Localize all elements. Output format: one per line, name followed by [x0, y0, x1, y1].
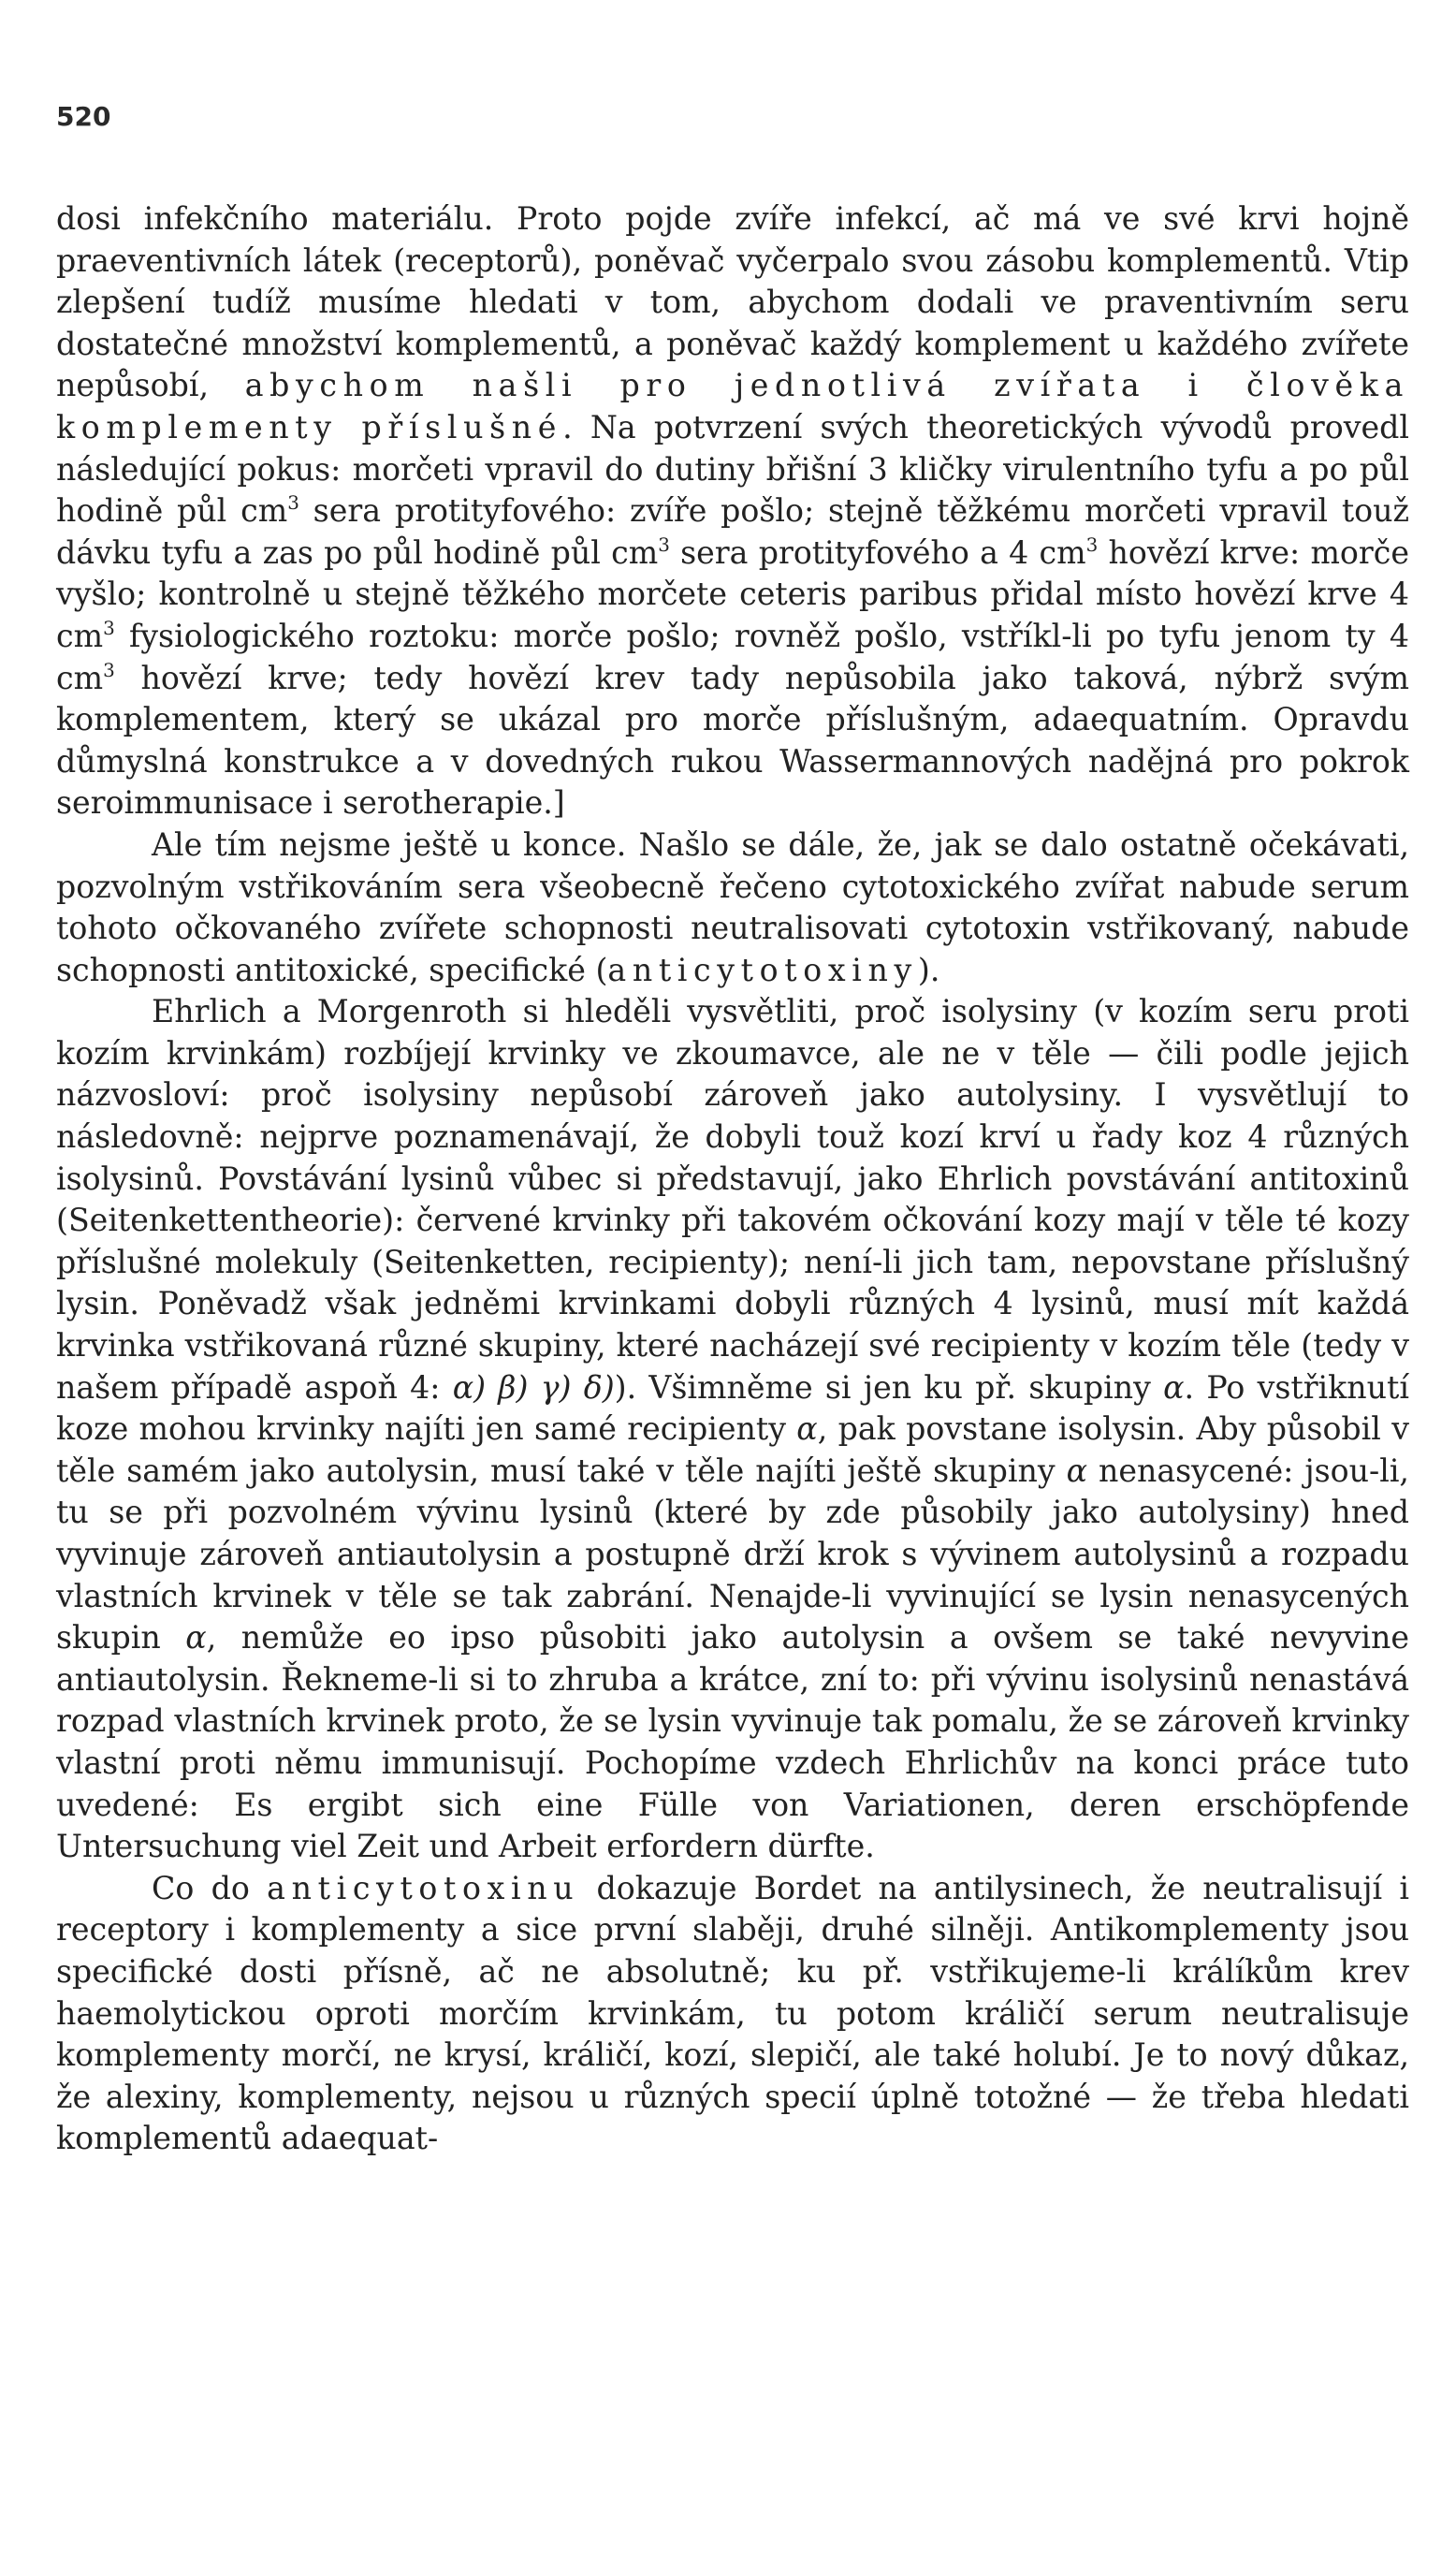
text-run: dosi infekčního materiálu. Proto pojde zvíře infekcí, ač má ve své krvi hojně praeventivních látek (receptorů), poněvač vyčerpalo svou zásobu komplementů. Vtip zlepšení tudíž musíme hledati v tom, abychom dodali ve praventivním seru dostatečné množství komplementů, a poněvač každý komplement u každého zvířete nepůsobí,	[56, 200, 1409, 404]
greek-symbol: α) β) γ) δ)	[452, 1368, 615, 1406]
greek-symbol: α	[1066, 1452, 1088, 1489]
paragraph-4	[56, 1868, 1409, 2160]
text-run: . Na potvrzení svých theoretických vývodů provedl následující pokus: morčeti vpravil do dutiny břišní 3 kličky virulentního tyfu a po půl hodině půl cm	[56, 408, 1409, 530]
body-text	[56, 198, 1409, 2160]
text-run: , pak povstane isolysin. Aby působil v těle samém jako autolysin, musí také v těle najíti ještě skupiny	[56, 1410, 1409, 1489]
page-number: 520	[56, 101, 111, 132]
text-run: sera protityfového: zvíře pošlo; stejně těžkému morčeti vpravil touž dávku tyfu a zas po půl hodině půl cm	[56, 492, 1409, 571]
text-run: fysiologického roztoku: morče pošlo; rovněž pošlo, vstříkl-li po tyfu jenom ty 4 cm	[56, 617, 1409, 696]
superscript: 3	[103, 618, 115, 639]
text-run: hovězí krve; tedy hovězí krev tady nepůsobila jako taková, nýbrž svým komplementem, který se ukázal pro morče příslušným, adaequatním. Opravdu důmyslná konstrukce a v dovedných rukou Wassermannových nadějná pro pokrok seroimmunisace i serotherapie.]	[56, 659, 1409, 822]
spaced-emphasis: anticytotoxiny	[607, 951, 918, 988]
text-run: . Po vstřiknutí koze mohou krvinky najíti jen samé recipienty	[56, 1368, 1409, 1448]
greek-symbol: α	[1163, 1368, 1185, 1406]
text-run: Ehrlich a Morgenroth si hleděli vysvětliti, proč isolysiny (v kozím seru proti kozím krvinkám) rozbíjejí krvinky ve zkoumavce, ale ne v těle — čili podle jejich názvosloví: proč isolysiny nepůsobí zároveň jako autolysiny. I vysvětlují to následovně: nejprve poznamenávají, že dobyli touž kozí krví u řady koz 4 různých isolysinů. Povstávání lysinů vůbec si představují, jako Ehrlich povstávání antitoxinů (Seitenkettentheorie): červené krvinky při takovém očkování kozy mají v těle té kozy příslušné molekuly (Seitenketten, recipienty); není-li jich tam, nepovstane příslušný lysin. Poněvadž však jedněmi krvinkami dobyli různých 4 lysinů, musí mít každá krvinka vstřikovaná různé skupiny, které nacházejí své recipienty v kozím těle (tedy v našem případě aspoň 4:	[56, 993, 1409, 1406]
greek-symbol: α	[796, 1410, 818, 1448]
superscript: 3	[658, 533, 670, 556]
paragraph-1	[56, 198, 1409, 825]
text-run: dokazuje Bordet na antilysinech, že neutralisují i receptory i komplementy a sice první slaběji, druhé silněji. Antikomplementy jsou specifické dosti přísně, ač ne absolutně; ku př. vstřikujeme-li králíkům krev haemolytickou oproti morčím krvinkám, tu potom králičí serum neutralisuje komplementy morčí, ne krysí, králičí, kozí, slepičí, ale také holubí. Je to nový důkaz, že alexiny, komplementy, nejsou u různých specií úplně totožné — že třeba hledati komplementů adaequat-	[56, 1869, 1410, 2157]
spaced-emphasis: abychom našli pro jednotlivá zvířata i člověka komplementy příslušné	[56, 367, 1409, 445]
text-run: ). Všimněme si jen ku př. skupiny	[614, 1368, 1164, 1406]
text-run: ).	[917, 951, 940, 988]
superscript: 3	[1085, 533, 1099, 556]
superscript: 3	[103, 659, 115, 681]
text-run: hovězí krve: morče vyšlo; kontrolně u stejně těžkého morčete ceteris paribus přidal místo hovězí krve 4 cm	[56, 533, 1409, 654]
superscript: 3	[287, 492, 299, 515]
paragraph-2	[56, 825, 1409, 991]
text-run: Co do	[152, 1869, 268, 1906]
text-run: sera protityfového a 4 cm	[669, 533, 1086, 571]
paragraph-3	[56, 991, 1409, 1867]
text-run: nenasycené: jsou-li, tu se při pozvolném vývinu lysinů (které by zde působily jako autolysiny) hned vyvinuje zároveň antiautolysin a postupně drží krok s vývinem autolysinů a rozpadu vlastních krvinek v těle se tak zabrání. Nenajde-li vyvinující se lysin nenasycených skupin	[56, 1452, 1409, 1656]
greek-symbol: α	[185, 1619, 207, 1656]
text-run: Ale tím nejsme ještě u konce. Našlo se dále, že, jak se dalo ostatně očekávati, pozvolným vstřikováním sera všeobecně řečeno cytotoxického zvířat nabude serum tohoto očkovaného zvířete schopnosti neutralisovati cytotoxin vstřikovaný, nabude schopnosti antitoxické, specifické (	[56, 825, 1409, 988]
text-run: , nemůže eo ipso působiti jako autolysin a ovšem se také nevyvine antiautolysin. Řekneme-li si to zhruba a krátce, zní to: při vývinu isolysinů nenastává rozpad vlastních krvinek proto, že se lysin vyvinuje tak pomalu, že se zároveň krvinky vlastní proti němu immunisují. Pochopíme vzdech Ehrlichův na konci práce tuto uvedené: Es ergibt sich eine Fülle von Variationen, deren erschöpfende Untersuchung viel Zeit und Arbeit erfordern dürfte.	[56, 1619, 1409, 1865]
spaced-emphasis: anticytotoxinu	[267, 1869, 580, 1906]
